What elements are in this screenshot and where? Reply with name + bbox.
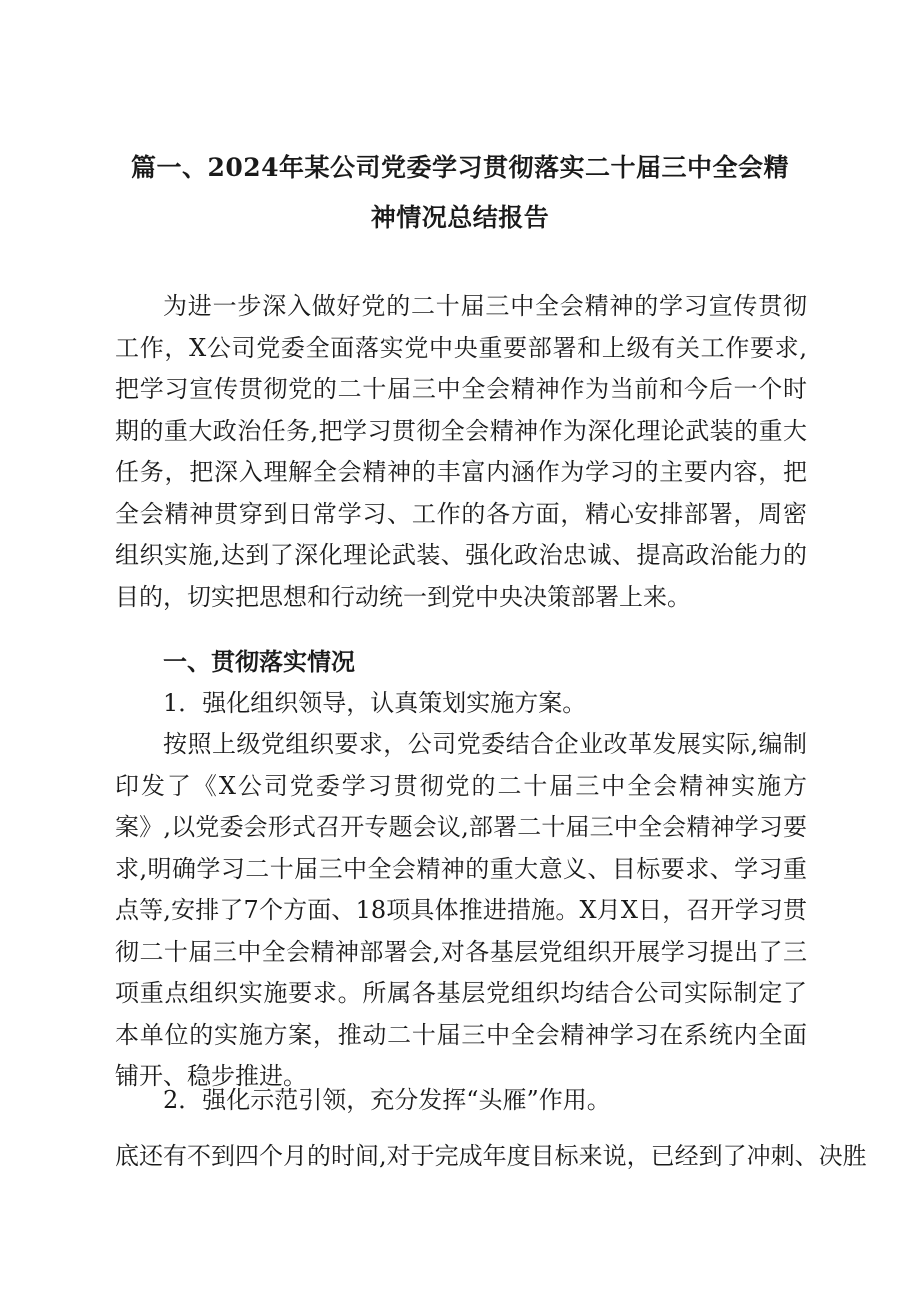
item-1-paragraph: 按照上级党组织要求，公司党委结合企业改革发展实际,编制印发了《X公司党委学习贯彻党的二十届三中全会精神实施方案》,以党委会形式召开专题会议,部署二十届三中全会精神学习要求,明确学习二十届三中全会精神的重大意义、目标要求、学习重点等,安排了7个方面、18项具体推进措施。X月X日，召开学习贯彻二十届三中全会精神部署会,对各基层党组织开展学习提出了三项重点组织实施要求。所属各基层党组织均结合公司实际制定了本单位的实施方案，推动二十届三中全会精神学习在系统内全面铺开、稳步推进。	[115, 730, 807, 1090]
section-1-heading: 一、贯彻落实情况	[163, 647, 355, 676]
document-title-line-2: 神情况总结报告	[370, 203, 550, 232]
document-title-line-1: 篇一、2024年某公司党委学习贯彻落实二十届三中全会精	[130, 153, 790, 182]
item-1-heading: 1．强化组织领导，认真策划实施方案。	[163, 689, 587, 717]
intro-paragraph: 为进一步深入做好党的二十届三中全会精神的学习宣传贯彻工作，X公司党委全面落实党中央重要部署和上级有关工作要求,把学习宣传贯彻党的二十届三中全会精神作为当前和今后一个时期的重大政治任务,把学习贯彻全会精神作为深化理论武装的重大任务，把深入理解全会精神的丰富内涵作为学习的主要内容，把全会精神贯穿到日常学习、工作的各方面，精心安排部署，周密组织实施,达到了深化理论武装、强化政治忠诚、提高政治能力的目的，切实把思想和行动统一到党中央决策部署上来。	[115, 292, 807, 611]
item-2-heading: 2．强化示范引领，充分发挥“头雁”作用。	[163, 1086, 611, 1114]
trailing-text-fragment: 底还有不到四个月的时间,对于完成年度目标来说，已经到了冲刺、决胜	[115, 1142, 867, 1170]
